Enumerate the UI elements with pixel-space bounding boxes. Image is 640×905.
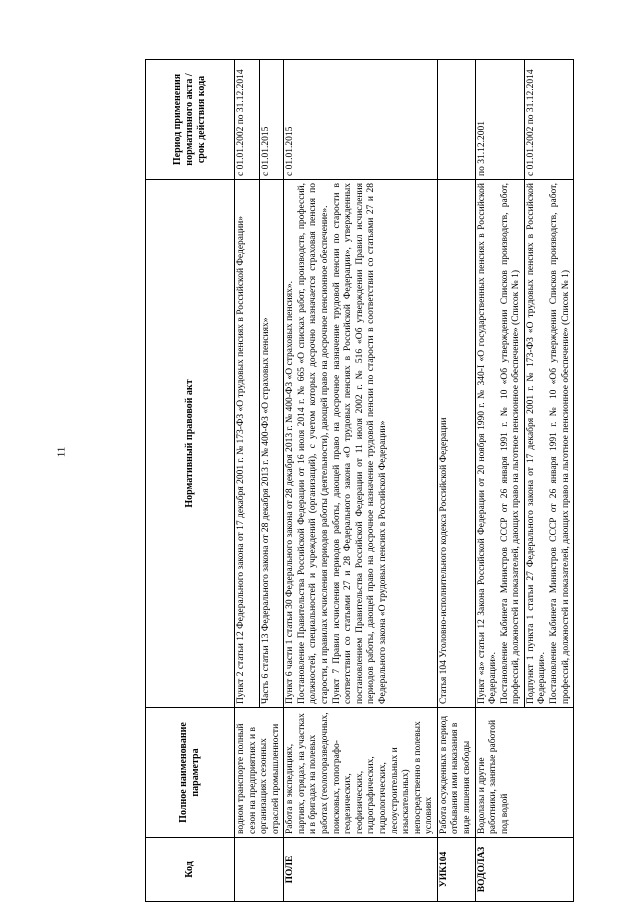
name-cell: Работа в экспедициях, партиях, отрядах, на участках и в бригадах на полевых работах (геологоразведочных, поисковых, топографо-геодезических, геофизических, гидрографических, гидрологических, лесоустроительных и изыскательных) непосредственно в полевых условиях	[284, 708, 438, 838]
period-cell: с 01.01.2002 по 31.12.2014	[524, 60, 573, 180]
act-paragraph: Пункт 2 статьи 12 Федерального закона от 17 декабря 2001 г. № 173-ФЗ «О трудовых пенсиях в Российской Федерации»	[236, 215, 246, 704]
rotated-page	[145, 60, 615, 902]
act-paragraph: Пункт 6 части 1 статьи 30 Федерального закона от 28 декабря 2013 г. № 400-ФЗ «О страховых пенсиях».	[285, 280, 296, 704]
act-cell	[437, 180, 475, 708]
act-paragraph: Статья 104 Уголовно-исполнительного кодекса Российской Федерации	[438, 417, 449, 704]
act-paragraph: Пункт 7 Правил исчисления периодов работы, дающей право на досрочное назначение трудовой пенсии по старости в соответствии со статьями 27 и 28 Федерального закона «О трудовых пенсиях в Российской Федерации», утвержденных постановлением Правительства Российской Федерации от 11 июля 2002 г. № 516 «Об утверждении Правил исчисления периодов работы, дающей право на досрочное назначение трудовой пенсии по старости в соответствии со статьями 27 и 28 Федерального закона «О трудовых пенсиях в Российской Федерации»	[331, 183, 388, 704]
header-period: Период применения нормативного акта / срок действия кода	[146, 60, 235, 180]
pension-codes-table	[145, 59, 574, 902]
code-cell: ПОЛЕ	[284, 838, 438, 902]
header-code: Код	[146, 838, 235, 902]
name-cell: Работа осужденных в период отбывания ими наказания в виде лишения свободы	[437, 708, 475, 838]
act-paragraph: Подпункт 1 пункта 1 статьи 27 Федерального закона от 17 декабря 2001 г. № 173-ФЗ «О трудовых пенсиях в Российской Федерации».	[525, 183, 548, 704]
table-row	[475, 60, 524, 902]
act-paragraph: Часть 6 статьи 13 Федерального закона от 28 декабря 2013 г. № 400-ФЗ «О страховых пенсиях»	[260, 317, 271, 704]
period-cell: с 01.01.2015	[284, 60, 438, 180]
table-row	[437, 60, 475, 902]
period-cell: по 31.12.2001	[475, 60, 524, 180]
code-cell	[235, 838, 284, 902]
act-cell	[475, 180, 524, 708]
header-name: Полное наименование параметра	[146, 708, 235, 838]
name-cell: Водолазы и другие работники, занятые работой под водой	[475, 708, 574, 838]
act-paragraph: Постановление Правительства Российской Федерации от 16 июля 2014 г. № 665 «О списках работ, производств, профессий, должностей, специальностей и учреждений (организаций), с учетом которых досрочно назначается страховая пенсия по старости, и правилах исчисления периодов работы (деятельности), дающей право на досрочное пенсионное обеспечение».	[296, 183, 331, 704]
period-cell: с 01.01.2002 по 31.12.2014	[235, 60, 260, 180]
table-row	[284, 60, 438, 902]
period-cell: с 01.01.2015	[259, 60, 284, 180]
act-cell	[524, 180, 573, 708]
period-cell	[437, 60, 475, 180]
table-row	[235, 60, 260, 902]
act-cell	[284, 180, 438, 708]
act-paragraph: Постановление Кабинета Министров СССР от 26 января 1991 г. № 10 «Об утверждении Списков производств, работ, профессий, должностей и показателей, дающих право на льготное пенсионное обеспечение» (Список № 1)	[549, 183, 571, 704]
code-cell: УИК104	[437, 838, 475, 902]
header-act: Нормативный правовой акт	[146, 180, 235, 708]
page-number: 11	[55, 446, 68, 458]
act-paragraph: Постановление Кабинета Министров СССР от 26 января 1991 г. № 10 «Об утверждении Списков производств, работ, профессий, должностей и показателей, дающих право на льготное пенсионное обеспечение» (Список № 1)	[499, 183, 522, 704]
code-cell: ВОДОЛАЗ	[475, 838, 574, 902]
table-header-row	[146, 60, 235, 902]
act-paragraph: Пункт «а» статьи 12 Закона Российской Федерации от 20 ноября 1990 г. № 340-I «О государственных пенсиях в Российской Федерации».	[476, 183, 499, 704]
act-cell	[235, 180, 260, 708]
act-cell	[259, 180, 284, 708]
name-cell: водном транспорте полный сезон на предприятиях и в организациях сезонных отраслей промышленности	[235, 708, 284, 838]
table-body	[235, 60, 574, 902]
